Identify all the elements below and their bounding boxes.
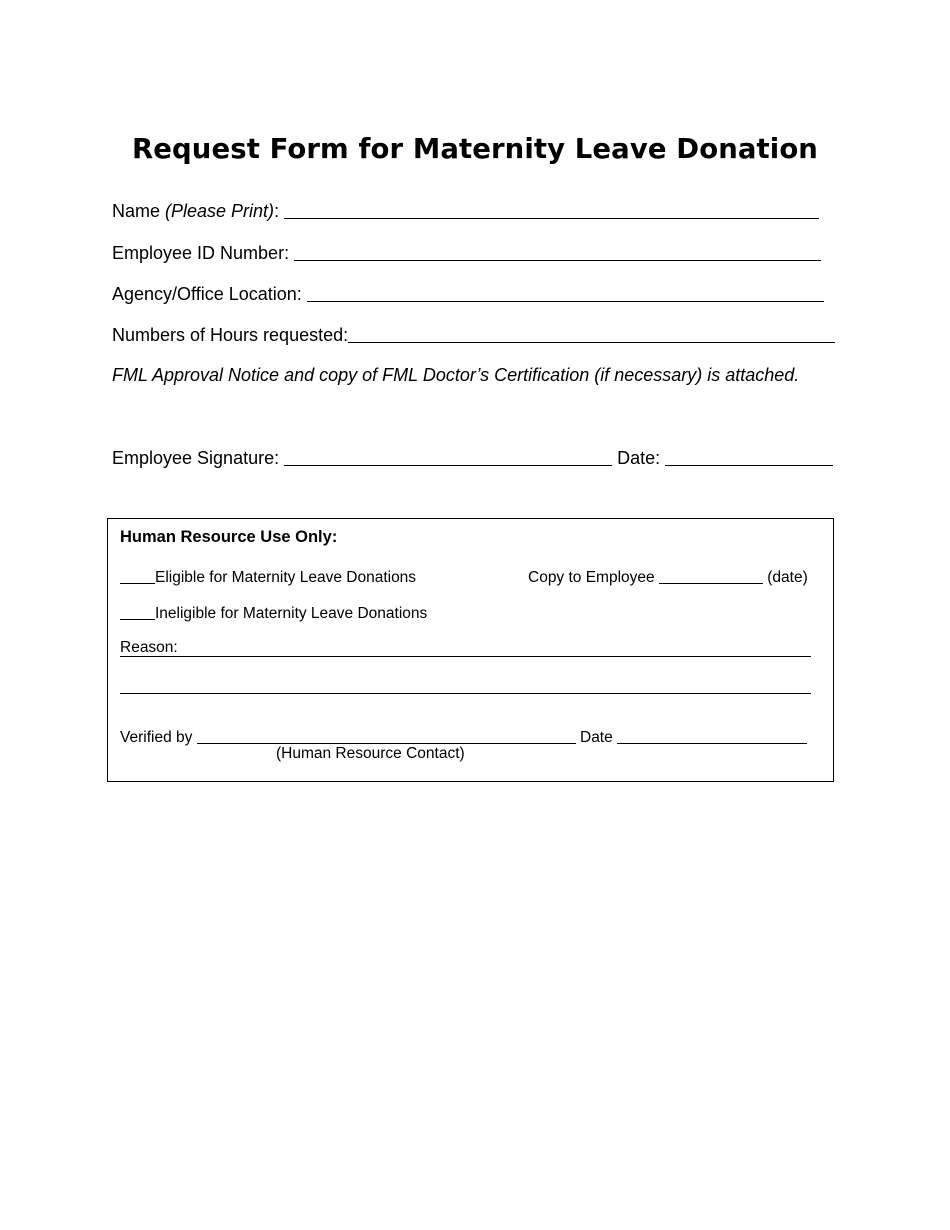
name-colon: : xyxy=(274,201,285,221)
name-field[interactable] xyxy=(284,202,819,219)
hours-label: Numbers of Hours requested: xyxy=(112,325,349,345)
form-title: Request Form for Maternity Leave Donation xyxy=(132,133,818,165)
employee-id-row xyxy=(112,242,821,264)
signature-date-label: Date: xyxy=(612,448,666,468)
hours-row xyxy=(112,324,835,346)
ineligible-check[interactable] xyxy=(120,605,155,620)
hours-field[interactable] xyxy=(348,326,835,343)
eligible-row xyxy=(120,567,416,587)
signature-field[interactable] xyxy=(284,449,612,466)
name-row xyxy=(112,200,819,222)
verified-row xyxy=(120,727,807,747)
copy-label: Copy to Employee xyxy=(528,569,659,586)
verified-label: Verified by xyxy=(120,729,197,746)
copy-row xyxy=(528,567,808,587)
reason-line-1[interactable] xyxy=(120,656,811,657)
hr-use-box xyxy=(107,518,834,782)
agency-row xyxy=(112,283,824,305)
hr-heading: Human Resource Use Only: xyxy=(120,528,338,546)
reason-line-2[interactable] xyxy=(120,693,811,694)
verified-date-field[interactable] xyxy=(617,729,807,744)
hr-contact-label: (Human Resource Contact) xyxy=(276,745,465,762)
employee-id-field[interactable] xyxy=(294,244,821,261)
copy-date-field[interactable] xyxy=(659,569,763,584)
agency-field[interactable] xyxy=(307,285,824,302)
ineligible-row xyxy=(120,603,427,623)
name-hint: (Please Print) xyxy=(165,201,275,221)
eligible-check[interactable] xyxy=(120,569,155,584)
verified-date-label: Date xyxy=(575,729,618,746)
verified-field[interactable] xyxy=(197,729,576,744)
eligible-label: Eligible for Maternity Leave Donations xyxy=(155,569,417,586)
copy-suffix: (date) xyxy=(762,569,808,586)
fml-note: FML Approval Notice and copy of FML Doctor’s Certification (if necessary) is attached. xyxy=(112,365,800,385)
name-label: Name xyxy=(112,201,166,221)
reason-label: Reason: xyxy=(120,639,178,656)
employee-id-label: Employee ID Number: xyxy=(112,243,295,263)
signature-date-field[interactable] xyxy=(665,449,833,466)
agency-label: Agency/Office Location: xyxy=(112,284,307,304)
ineligible-label: Ineligible for Maternity Leave Donations xyxy=(155,605,428,622)
signature-label: Employee Signature: xyxy=(112,448,285,468)
signature-row xyxy=(112,447,833,469)
